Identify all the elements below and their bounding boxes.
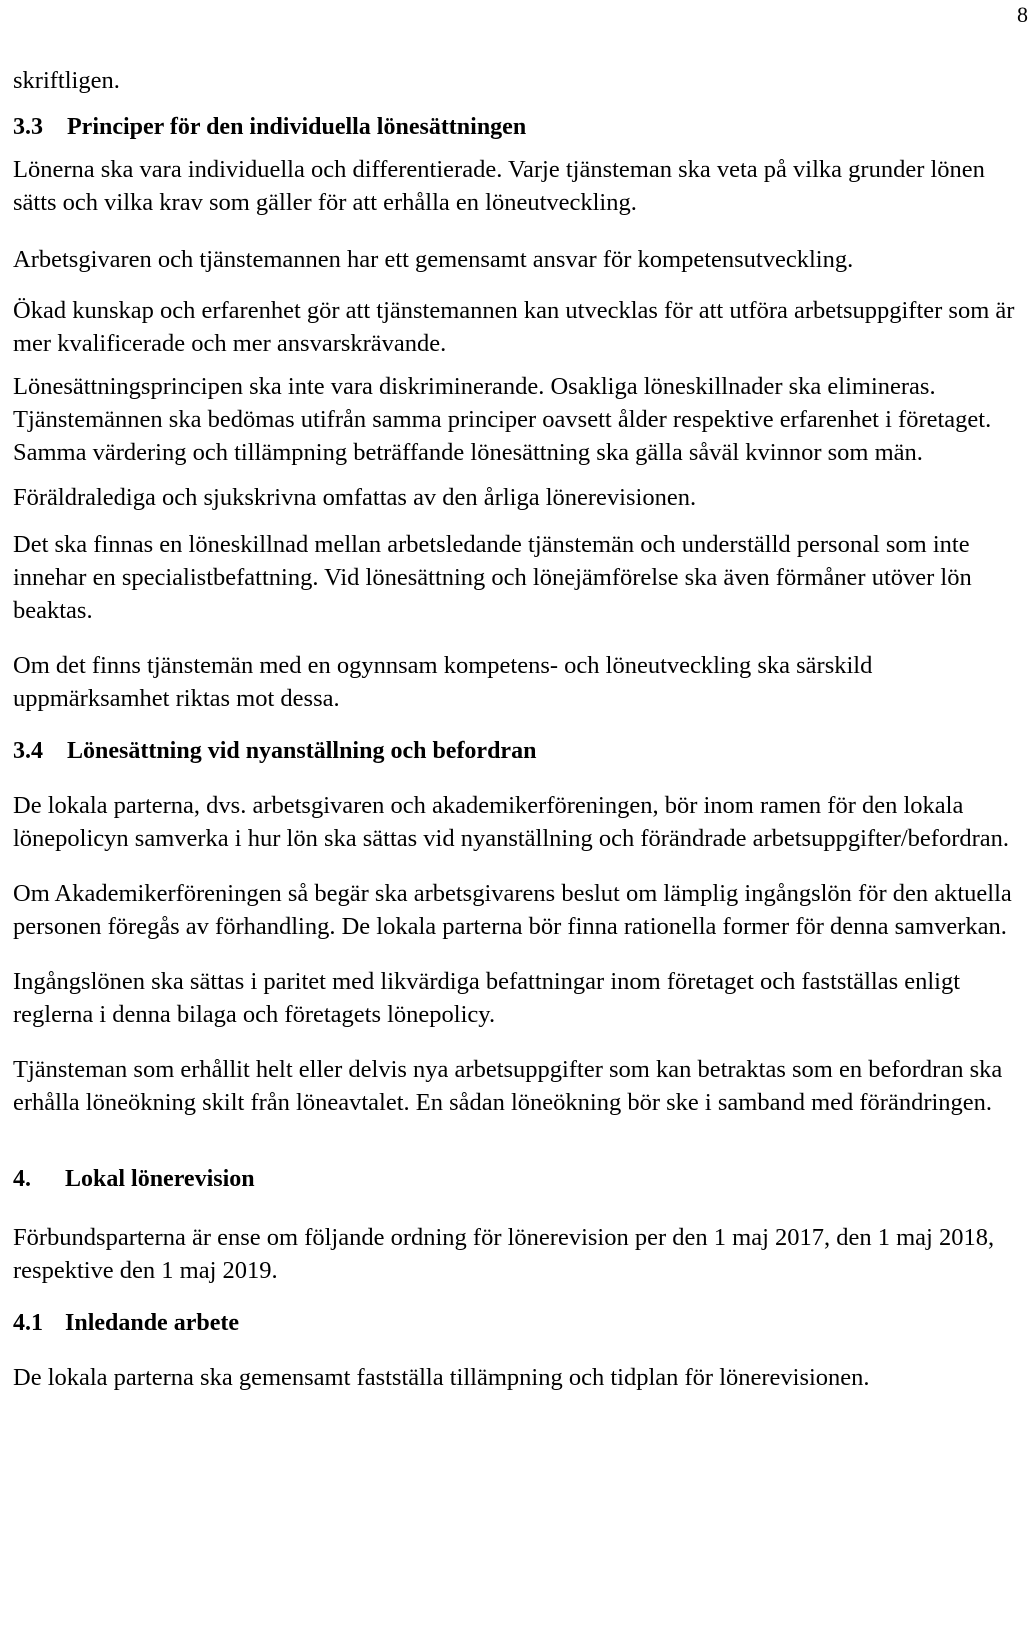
heading-3-4	[13, 735, 1018, 767]
heading-4-1	[13, 1307, 1018, 1339]
paragraph: Om Akademikerföreningen så begär ska arbetsgivarens beslut om lämplig ingångslön för den aktuella personen föregås av förhandling. De lokala parterna bör finna rationella former för denna samverkan.	[13, 880, 1012, 940]
paragraph: De lokala parterna ska gemensamt fastställa tillämpning och tidplan för lönerevisionen.	[13, 1364, 870, 1391]
paragraph: Tjänsteman som erhållit helt eller delvis nya arbetsuppgifter som kan betraktas som en befordran ska erhålla löneökning skilt från löneavtalet. En sådan löneökning bör ske i samband med förändringen.	[13, 1056, 1003, 1116]
paragraph: Lönesättningsprincipen ska inte vara diskriminerande. Osakliga löneskillnader ska elimineras. Tjänstemännen ska bedömas utifrån samma principer oavsett ålder respektive erfarenhet i företaget. Samma värdering och tillämpning beträffande lönesättning ska gälla såväl kvinnor som män.	[13, 373, 992, 466]
heading-text: Inledande arbete	[65, 1310, 239, 1336]
paragraph-skriftligen: skriftligen.	[13, 67, 120, 94]
heading-text: Lokal lönerevision	[65, 1166, 255, 1192]
paragraph: De lokala parterna, dvs. arbetsgivaren och akademikerföreningen, bör inom ramen för den lokala lönepolicyn samverka i hur lön ska sättas vid nyanställning och förändrade arbetsuppgifter/befordran.	[13, 792, 1010, 852]
heading-number: 4.	[13, 1166, 31, 1192]
page-number: 8	[1017, 2, 1028, 27]
paragraph: Föräldralediga och sjukskrivna omfattas av den årliga lönerevisionen.	[13, 484, 697, 511]
heading-text: Principer för den individuella lönesättningen	[67, 114, 527, 140]
heading-3-3	[13, 111, 1018, 143]
paragraph: Ingångslönen ska sättas i paritet med likvärdiga befattningar inom företaget och fastställas enligt reglerna i denna bilaga och företagets lönepolicy.	[13, 968, 961, 1028]
paragraph: Lönerna ska vara individuella och differentierade. Varje tjänsteman ska veta på vilka grunder lönen sätts och vilka krav som gäller för att erhålla en löneutveckling.	[13, 156, 985, 216]
heading-text: Lönesättning vid nyanställning och befordran	[67, 738, 537, 764]
paragraph: Ökad kunskap och erfarenhet gör att tjänstemannen kan utvecklas för att utföra arbetsuppgifter som är mer kvalificerade och mer ansvarskrävande.	[13, 297, 1015, 357]
paragraph: Förbundsparterna är ense om följande ordning för lönerevision per den 1 maj 2017, den 1 maj 2018, respektive den 1 maj 2019.	[13, 1224, 995, 1284]
heading-number: 3.4	[13, 738, 43, 764]
paragraph: Arbetsgivaren och tjänstemannen har ett gemensamt ansvar för kompetensutveckling.	[13, 246, 854, 273]
heading-number: 4.1	[13, 1310, 43, 1336]
heading-number: 3.3	[13, 114, 43, 140]
paragraph: Det ska finnas en löneskillnad mellan arbetsledande tjänstemän och underställd personal som inte innehar en specialistbefattning. Vid lönesättning och lönejämförelse ska även förmåner utöver lön beaktas.	[13, 531, 972, 624]
paragraph: Om det finns tjänstemän med en ogynnsam kompetens- och löneutveckling ska särskild uppmärksamhet riktas mot dessa.	[13, 652, 873, 712]
document-body	[13, 64, 1018, 1394]
heading-4	[13, 1163, 1018, 1195]
